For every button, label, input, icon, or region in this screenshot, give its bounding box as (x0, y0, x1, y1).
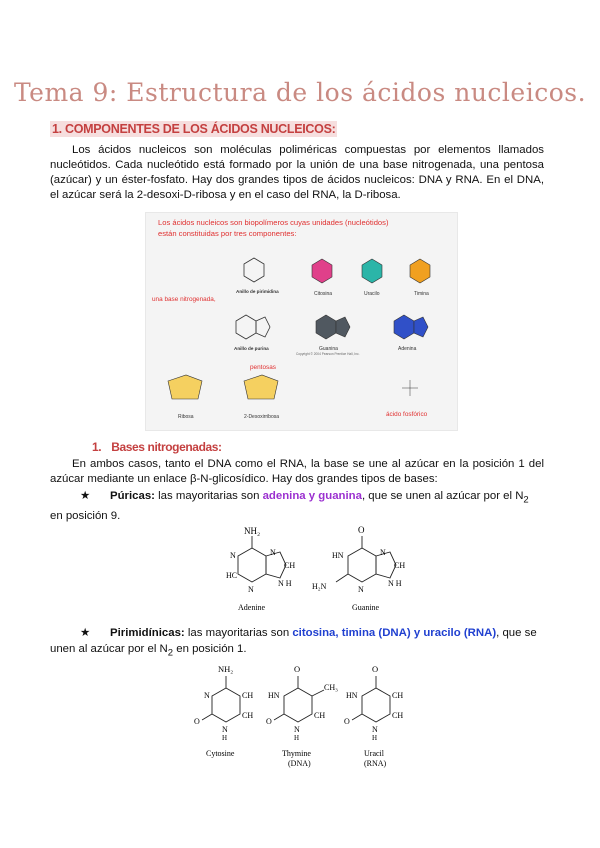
purine-structures (200, 522, 420, 623)
guanine-n3: N (358, 585, 364, 594)
phosphate-label: ácido fosfórico (386, 411, 428, 418)
pirimidinicas-subscript: 2 (167, 647, 174, 659)
subsection-heading (92, 440, 222, 454)
purine-ring (236, 315, 270, 339)
base-label: una base nitrogenada, (152, 296, 216, 303)
uracil-label: Uracilo (364, 291, 380, 297)
adenine-n3: N (248, 585, 254, 594)
cytosine-hexagon (312, 259, 332, 283)
phosphoric-acid-structure (402, 380, 418, 396)
thymine-name-line1: Thymine (282, 749, 311, 758)
adenine-structure (238, 536, 286, 582)
puricas-text-after: , que se unen al azúcar por el N (361, 490, 524, 502)
thymine-h: H (294, 734, 300, 742)
figure-illustration (146, 213, 457, 430)
pirimidinicas-text: las mayoritarias son (184, 627, 293, 639)
cytosine-ch6: CH (242, 711, 254, 720)
guanine-o: O (358, 525, 365, 535)
uracil-name-line1: Uracil (364, 749, 384, 758)
uracil-ch5: CH (392, 691, 404, 700)
cytosine-h: H (222, 734, 228, 742)
uracil-structure (352, 676, 390, 722)
pyrimidine-ring (244, 258, 264, 282)
adenine-nh2: NH₂ (244, 526, 261, 536)
cytosine-o: O (194, 717, 200, 726)
guanine-structure (336, 536, 396, 582)
pirimidinicas-text-end: en posición 1. (173, 643, 247, 655)
cytosine-n1: N (222, 725, 228, 734)
pentoses-label: pentosas (250, 364, 276, 371)
nucleotide-components-figure (145, 212, 458, 431)
deoxyribose-shape (244, 375, 278, 399)
cytosine-ch5: CH (242, 691, 254, 700)
puricas-bullet (50, 488, 544, 524)
pyrimidine-structures (180, 660, 420, 777)
pyrimidine-structures-svg (180, 660, 420, 772)
purine-ring-label: Anillo de purina (234, 346, 269, 351)
pyrimidine-ring-label: Anillo de pirimidina (236, 289, 279, 294)
thymine-ch: CH (314, 711, 326, 720)
thymine-hexagon (410, 259, 430, 283)
star-icon: ★ (80, 627, 91, 639)
cytosine-name: Cytosine (206, 749, 235, 758)
uracil-hn: HN (346, 691, 358, 700)
bases-paragraph: En ambos casos, tanto el DNA como el RNA, la base se une al azúcar en la posición 1 del azúcar mediante un enlace β-N-glicosídico. Hay dos grandes tipos de bases: (50, 458, 544, 485)
adenine-n7: N (270, 548, 276, 557)
guanine-nh: N H (388, 579, 402, 588)
adenine-shape (394, 315, 428, 339)
star-icon: ★ (80, 490, 91, 502)
cytosine-label: Citosina (314, 291, 333, 297)
ribose-label: Ribosa (178, 414, 194, 420)
puricas-label: Púricas: (110, 490, 155, 502)
thymine-name-line2: (DNA) (288, 759, 311, 768)
guanine-ch: CH (394, 561, 406, 570)
subsection-number: 1. (92, 440, 102, 454)
guanine-hn: HN (332, 551, 344, 560)
intro-paragraph: Los ácidos nucleicos son moléculas poliméricas compuestas por elementos llamados nucleótidos. Cada nucleótido está formado por la unión de una base nitrogenada, una pentosa (azúcar) y un éster-fosfato. Hay dos grandes tipos de ácidos nucleicos: DNA y RNA. En el DNA, el azúcar será la 2-desoxi-D-ribosa y en el caso del RNA, la D-ribosa. (50, 144, 544, 201)
thymine-ch3: CH₃ (324, 683, 338, 692)
adenine-label: Adenina (398, 346, 417, 352)
guanine-label: Guanina (319, 346, 338, 352)
adenine-n1: N (230, 551, 236, 560)
uracil-hexagon (362, 259, 382, 283)
thymine-o2: O (266, 717, 272, 726)
figure-header-line2: están constituidas por tres componentes: (158, 229, 297, 238)
puricas-text-end: en posición 9. (50, 510, 121, 523)
section-heading: 1. COMPONENTES DE LOS ÁCIDOS NUCLEICOS: (52, 122, 336, 136)
adenine-name: Adenine (238, 603, 266, 612)
uracil-o4: O (372, 664, 379, 674)
adenine-ch: CH (284, 561, 296, 570)
thymine-hn: HN (268, 691, 280, 700)
purine-structures-svg (200, 522, 420, 618)
puricas-text: las mayoritarias son (154, 490, 263, 502)
page-title: Tema 9: Estructura de los ácidos nucleicos. (13, 78, 587, 107)
pirimidinicas-bullet (50, 625, 544, 661)
figure-header-line1: Los ácidos nucleicos son biopolímeros cuyas unidades (nucleótidos) (158, 218, 389, 227)
uracil-h: H (372, 734, 378, 742)
pirimidinicas-label: Pirimidínicas: (110, 627, 185, 639)
subsection-title: Bases nitrogenadas: (111, 440, 222, 454)
uracil-ch6: CH (392, 711, 404, 720)
guanine-n7: N (380, 548, 386, 557)
copyright-text: Copyright © 2004 Pearson Prentice Hall, Inc. (296, 352, 360, 356)
uracil-n1: N (372, 725, 378, 734)
thymine-n1: N (294, 725, 300, 734)
deoxyribose-label: 2-Desoxirribosa (244, 414, 280, 420)
pirimidinicas-text-after: , que se unen al azúcar por el N (50, 627, 537, 655)
pirimidinicas-highlight: citosina, timina (DNA) y uracilo (RNA) (292, 627, 497, 639)
thymine-label: Timina (414, 291, 429, 297)
guanine-shape (316, 315, 350, 339)
adenine-hc: HC (226, 571, 238, 580)
thymine-o4: O (294, 664, 301, 674)
puricas-subscript: 2 (523, 494, 529, 506)
puricas-highlight: adenina y guanina (262, 490, 362, 502)
cytosine-n3: N (204, 691, 210, 700)
ribose-shape (168, 375, 202, 399)
uracil-name-line2: (RNA) (364, 759, 387, 768)
guanine-name: Guanine (352, 603, 380, 612)
cytosine-nh2: NH₂ (218, 664, 234, 674)
guanine-h2n: H₂N (312, 582, 327, 591)
uracil-o2: O (344, 717, 350, 726)
adenine-nh: N H (278, 579, 292, 588)
